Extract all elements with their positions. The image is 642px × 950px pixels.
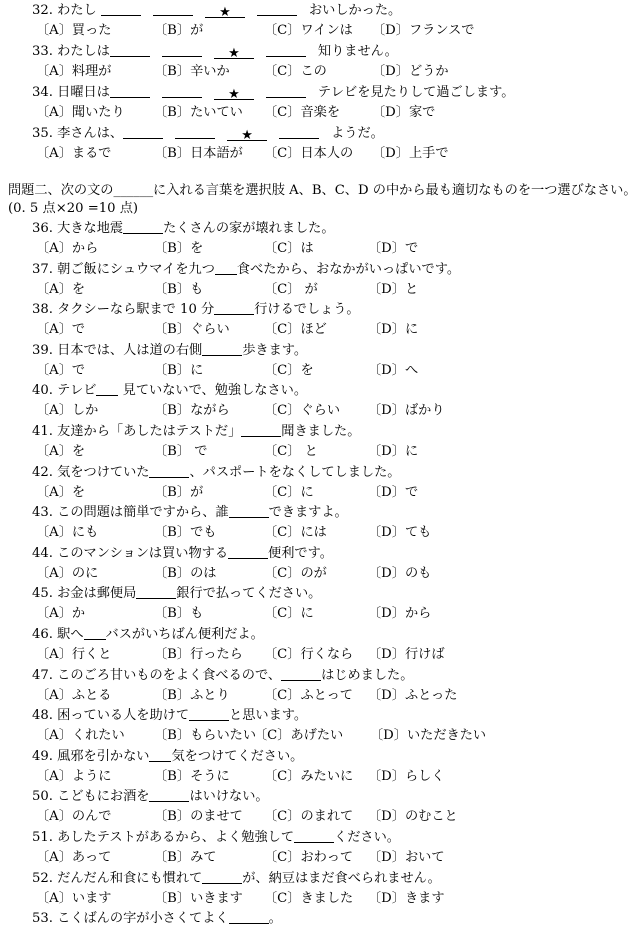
option-b[interactable]: 〔B〕も (154, 281, 204, 297)
question-text: この問題は簡単ですから、誰 (57, 505, 229, 521)
option-c[interactable]: 〔C〕に (264, 606, 314, 622)
option-b[interactable]: 〔B〕いきます (154, 890, 243, 906)
option-a[interactable]: 〔A〕まるで (36, 146, 112, 161)
question-text: 、パスポートをなくしてしました。 (189, 464, 401, 480)
answer-blank[interactable] (162, 43, 202, 57)
option-b[interactable]: 〔B〕のませて (154, 809, 243, 825)
answer-blank[interactable] (214, 301, 254, 315)
question-text: 気をつけてください。 (171, 748, 304, 764)
question-text: お金は郵便局 (57, 586, 137, 602)
option-a[interactable]: 〔A〕で (36, 322, 86, 338)
question-text: 風邪を引かない (57, 748, 150, 764)
option-c[interactable]: 〔C〕に (264, 484, 314, 500)
option-c[interactable]: 〔C〕を (264, 362, 314, 378)
question-number: 39. (32, 342, 58, 358)
option-b[interactable]: 〔B〕でも (154, 525, 217, 541)
option-d[interactable]: 〔D〕に (368, 322, 419, 338)
answer-blank[interactable] (241, 423, 281, 437)
option-d[interactable]: 〔D〕と (368, 281, 419, 297)
option-a[interactable]: 〔A〕にも (36, 525, 99, 541)
option-c[interactable]: 〔C〕あげたい (254, 728, 344, 744)
option-b[interactable]: 〔B〕のは (154, 565, 217, 581)
option-b[interactable]: 〔B〕もらいたい (154, 728, 257, 744)
option-b[interactable]: 〔B〕辛いか (154, 64, 230, 79)
question-text: このごろ甘いものをよく食べるので、 (57, 667, 282, 683)
question-row (32, 585, 321, 603)
option-c[interactable]: 〔C〕日本人の (264, 146, 354, 161)
question-text: わたし (57, 3, 101, 18)
question-text: 困っている人を助けて (57, 708, 190, 724)
question-number: 49. (32, 748, 58, 764)
question-row (32, 829, 400, 847)
answer-blank[interactable] (101, 2, 141, 16)
question-text: はじめました。 (321, 667, 414, 683)
answer-blank[interactable] (257, 2, 297, 16)
option-b[interactable]: 〔B〕に (154, 362, 204, 378)
option-a[interactable]: 〔A〕あって (36, 850, 112, 865)
option-c[interactable]: 〔C〕 と (264, 444, 318, 459)
question-row (32, 626, 264, 644)
question-text: 食べたから、おなかがいっぱいです。 (236, 261, 461, 277)
answer-blank[interactable] (202, 870, 242, 884)
question-text: が、納豆はまだ食べられません。 (242, 870, 441, 886)
option-a[interactable]: 〔A〕ふとる (36, 687, 112, 703)
question-number: 36. (32, 221, 58, 236)
option-d[interactable]: 〔D〕おいて (368, 850, 445, 865)
question-row (32, 43, 398, 61)
option-d[interactable]: 〔D〕ても (368, 525, 432, 541)
option-d[interactable]: 〔D〕ふとった (368, 687, 458, 703)
question-row (32, 464, 400, 482)
question-row (32, 504, 348, 522)
question-text: テレビ (57, 383, 97, 399)
answer-blank[interactable] (110, 43, 150, 57)
option-a[interactable]: 〔A〕聞いたり (36, 105, 125, 120)
question-row (32, 301, 360, 319)
question-number: 32. (32, 3, 58, 18)
answer-blank[interactable] (153, 2, 193, 16)
question-text: 便利です。 (268, 545, 333, 561)
answer-blank[interactable] (228, 545, 268, 559)
question-text: ください。 (334, 830, 400, 845)
answer-blank[interactable] (175, 125, 215, 139)
question-row (32, 748, 303, 766)
question-number: 45. (32, 586, 58, 602)
question-text: 李さんは、 (57, 126, 124, 141)
question-number: 37. (32, 261, 58, 277)
question-text: たくさんの家が壊れました。 (163, 221, 335, 236)
question-text: テレビを見たりして過ごします。 (317, 85, 515, 100)
question-text: 聞きました。 (281, 424, 361, 439)
question-number: 51. (32, 830, 58, 845)
question-text: あしたテストがあるから、よく勉強して (57, 830, 295, 845)
option-c[interactable]: 〔C〕 が (264, 281, 318, 297)
question-text: だんだん和食にも慣れて (57, 870, 203, 886)
option-c[interactable]: 〔C〕ぐらい (264, 403, 341, 419)
question-row (32, 2, 401, 20)
option-c[interactable]: 〔C〕は (264, 241, 314, 256)
option-b[interactable]: 〔B〕ふとり (154, 687, 230, 703)
question-row (32, 870, 441, 888)
answer-blank[interactable] (149, 788, 189, 802)
answer-blank[interactable] (123, 125, 163, 139)
option-b[interactable]: 〔B〕みて (154, 850, 217, 865)
question-text: 。 (268, 911, 282, 927)
question-number: 42. (32, 464, 58, 480)
question-text: と思います。 (229, 708, 308, 724)
question-number: 47. (32, 667, 58, 683)
question-number: 50. (32, 789, 58, 805)
question-text: 朝ご飯にシュウマイを九つ (57, 261, 215, 277)
option-b[interactable]: 〔B〕たいてい (154, 105, 243, 120)
question-row (32, 545, 333, 563)
question-text: 駅へ (57, 627, 84, 642)
option-a[interactable]: 〔A〕から (36, 241, 99, 256)
answer-blank[interactable] (294, 829, 334, 843)
option-a[interactable]: 〔A〕います (36, 890, 112, 906)
option-d[interactable]: 〔D〕のむこと (368, 809, 458, 825)
option-b[interactable]: 〔B〕も (154, 606, 204, 622)
question-row (32, 261, 460, 279)
option-b[interactable]: 〔B〕が (154, 23, 204, 38)
question-row (32, 910, 282, 928)
option-a[interactable]: 〔A〕のに (36, 565, 99, 581)
option-c[interactable]: 〔C〕ワインは (264, 23, 353, 38)
answer-blank[interactable] (202, 342, 242, 356)
answer-blank[interactable] (266, 84, 306, 98)
option-c[interactable]: 〔C〕ふとって (264, 687, 353, 703)
question-number: 44. (32, 545, 58, 561)
answer-blank[interactable] (136, 585, 176, 599)
question-number: 53. (32, 911, 58, 927)
option-a[interactable]: 〔A〕ように (36, 768, 112, 784)
question-text: 見ていないで、勉強しなさい。 (118, 383, 308, 399)
option-b[interactable]: 〔B〕そうに (154, 768, 230, 784)
option-d[interactable]: 〔D〕に (368, 444, 419, 459)
option-d[interactable]: 〔D〕きます (368, 890, 445, 906)
option-d[interactable]: 〔D〕フランスで (372, 23, 475, 38)
question-text: ようだ。 (331, 126, 384, 141)
option-d[interactable]: 〔D〕らしく (368, 768, 445, 784)
answer-blank[interactable] (123, 220, 163, 234)
question-text: 行けるでしょう。 (254, 302, 360, 318)
question-row (32, 423, 360, 441)
option-b[interactable]: 〔B〕日本語が (154, 146, 243, 161)
option-b[interactable]: 〔B〕 で (154, 444, 208, 459)
option-a[interactable]: 〔A〕か (36, 606, 86, 622)
answer-blank[interactable] (189, 707, 229, 721)
question-text: 日曜日は (57, 85, 110, 100)
question-row (32, 788, 269, 806)
answer-blank[interactable] (96, 382, 118, 396)
option-d[interactable]: 〔D〕で (368, 241, 419, 256)
question-text: はいけない。 (189, 789, 269, 805)
option-d[interactable]: 〔D〕上手で (372, 146, 449, 161)
star-blank[interactable]: ★ (214, 45, 254, 59)
question-text: こどもにお酒を (57, 789, 150, 805)
option-c[interactable]: 〔C〕きました (264, 890, 354, 906)
question-text: 友達から「あしたはテストだ」 (57, 424, 242, 439)
question-number: 52. (32, 870, 58, 886)
option-b[interactable]: 〔B〕行ったら (154, 647, 243, 662)
question-row (32, 220, 335, 238)
question-text: 気をつけていた (57, 464, 150, 480)
question-number: 46. (32, 627, 58, 642)
answer-blank[interactable] (229, 504, 269, 518)
option-d[interactable]: 〔D〕行けば (368, 647, 445, 662)
question-number: 48. (32, 708, 58, 724)
question-number: 35. (32, 126, 58, 141)
option-b[interactable]: 〔B〕ぐらい (154, 322, 230, 338)
star-blank[interactable]: ★ (205, 4, 245, 18)
question-number: 41. (32, 424, 58, 439)
question-number: 38. (32, 302, 58, 318)
option-d[interactable]: 〔D〕から (368, 606, 432, 622)
question-text: おいしかった。 (308, 3, 402, 18)
question-row (32, 84, 514, 102)
question-number: 43. (32, 505, 58, 521)
option-a[interactable]: 〔A〕行くと (36, 647, 112, 662)
option-d[interactable]: 〔D〕ばかり (368, 403, 445, 419)
answer-blank[interactable] (84, 626, 106, 640)
option-d[interactable]: 〔D〕のも (368, 565, 432, 581)
option-b[interactable]: 〔B〕ながら (154, 403, 230, 419)
option-c[interactable]: 〔C〕みたいに (264, 768, 354, 784)
question-text: バスがいちばん便利だよ。 (105, 627, 264, 642)
option-c[interactable]: 〔C〕ほど (264, 322, 327, 338)
option-a[interactable]: 〔A〕を (36, 444, 86, 459)
option-a[interactable]: 〔A〕を (36, 281, 86, 297)
option-d[interactable]: 〔D〕どうか (372, 64, 449, 79)
question-text: 知りません。 (317, 44, 398, 59)
option-c[interactable]: 〔C〕行くなら (264, 647, 354, 662)
question-row (32, 667, 413, 685)
answer-blank[interactable] (281, 667, 321, 681)
answer-blank[interactable] (215, 261, 237, 275)
option-c[interactable]: 〔C〕のまれて (264, 809, 354, 825)
option-d[interactable]: 〔D〕いただきたい (370, 728, 487, 744)
option-c[interactable]: 〔C〕音楽を (264, 105, 341, 120)
question-text: できますよ。 (268, 505, 348, 521)
option-b[interactable]: 〔B〕を (154, 241, 204, 256)
question-row (32, 707, 307, 725)
question-text: このマンションは買い物する (57, 545, 229, 561)
question-text: 銀行で払ってください。 (176, 586, 322, 602)
option-d[interactable]: 〔D〕で (368, 484, 419, 500)
answer-blank[interactable] (162, 84, 202, 98)
question-text: わたしは (57, 44, 110, 59)
option-a[interactable]: 〔A〕しか (36, 403, 99, 419)
question-number: 40. (32, 383, 58, 399)
option-c[interactable]: 〔C〕おわって (264, 850, 354, 865)
question-text: 大きな地震 (57, 221, 124, 236)
option-c[interactable]: 〔C〕には (264, 525, 327, 541)
question-number: 33. (32, 44, 58, 59)
answer-blank[interactable] (279, 125, 319, 139)
option-b[interactable]: 〔B〕が (154, 484, 204, 500)
answer-blank[interactable] (149, 748, 171, 762)
option-a[interactable]: 〔A〕で (36, 362, 86, 378)
question-number: 34. (32, 85, 58, 100)
option-a[interactable]: 〔A〕料理が (36, 64, 112, 79)
option-c[interactable]: 〔C〕のが (264, 565, 327, 581)
section-instruction: 問題二、次の文の______に入れる言葉を選択肢 A、B、C、D の中から最も適切なものを一つ選びなさい。(0. 5 点×20 =10 点) (8, 183, 637, 216)
question-row (32, 382, 307, 400)
question-text: 歩きます。 (242, 342, 308, 358)
option-a[interactable]: 〔A〕を (36, 484, 86, 500)
answer-blank[interactable] (149, 464, 189, 478)
star-blank[interactable]: ★ (214, 86, 254, 100)
answer-blank[interactable] (266, 43, 306, 57)
question-text: タクシーなら駅まで 10 分 (57, 302, 215, 318)
option-d[interactable]: 〔D〕家で (372, 105, 436, 120)
option-a[interactable]: 〔A〕くれたい (36, 728, 125, 744)
option-d[interactable]: 〔D〕へ (368, 362, 419, 378)
option-a[interactable]: 〔A〕のんで (36, 809, 112, 825)
question-row (32, 342, 307, 360)
answer-blank[interactable] (110, 84, 150, 98)
answer-blank[interactable] (229, 910, 269, 924)
option-c[interactable]: 〔C〕この (264, 64, 327, 79)
question-text: 日本では、人は道の右側 (57, 342, 203, 358)
question-text: こくばんの字が小さくてよく (57, 911, 229, 927)
option-a[interactable]: 〔A〕買った (36, 23, 112, 38)
star-blank[interactable]: ★ (227, 127, 267, 141)
question-row (32, 125, 384, 143)
